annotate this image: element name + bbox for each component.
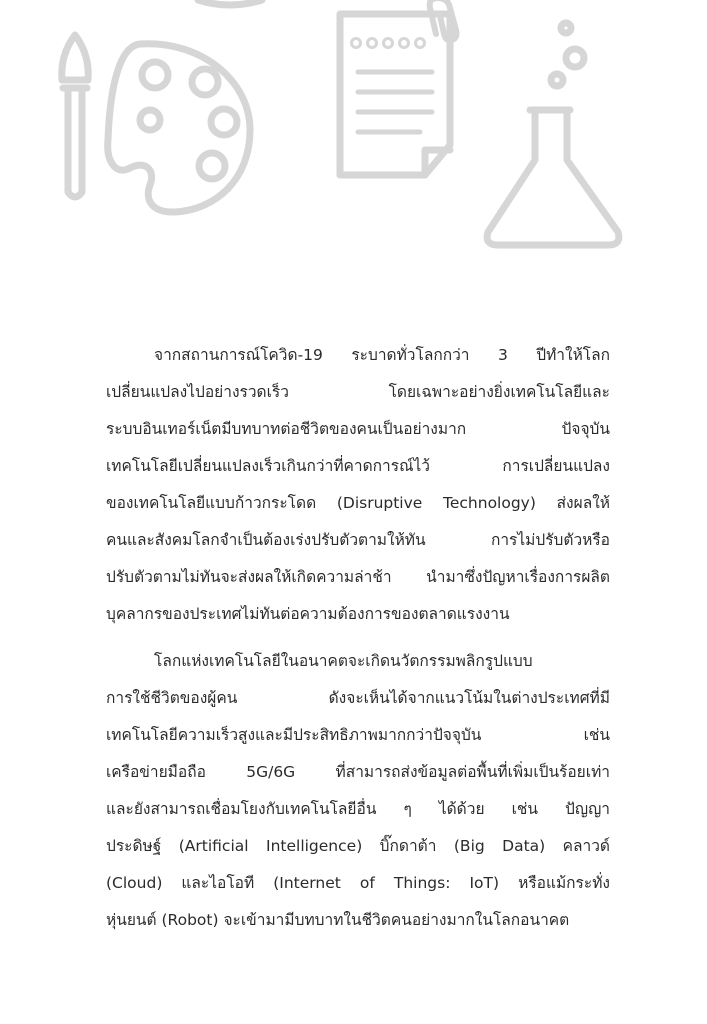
paintbrush-icon [62, 35, 88, 197]
notepad-icon [340, 14, 450, 175]
top-edge-fragment-icon [198, 0, 262, 5]
flask-icon [487, 110, 619, 245]
bubbles-icon [551, 23, 584, 86]
text-line: และยังสามารถเชื่อมโยงกับเทคโนโลยีอื่น ๆ ได้ด้วย เช่น ปัญญา [106, 800, 610, 818]
text-line: หุ่นยนต์ (Robot) จะเข้ามามีบทบาทในชีวิตคนอย่างมากในโลกอนาคต [106, 911, 570, 929]
text-line: โลกแห่งเทคโนโลยีในอนาคตจะเกิดนวัตกรรมพลิกรูปแบบ [154, 652, 533, 670]
text-line: ปรับตัวตามไม่ทันจะส่งผลให้เกิดความล่าช้า นำมาซึ่งปัญหาเรื่องการผลิต [106, 568, 610, 586]
text-line: เทคโนโลยีความเร็วสูงและมีประสิทธิภาพมากกว่าปัจจุบัน เช่น [106, 726, 610, 744]
text-line: การใช้ชีวิตของผู้คน ดังจะเห็นได้จากแนวโน้มในต่างประเทศที่มี [106, 689, 610, 707]
text-line: จากสถานการณ์โควิด-19 ระบาดทั่วโลกกว่า 3 ปีทำให้โลก [154, 346, 610, 364]
text-line: เปลี่ยนแปลงไปอย่างรวดเร็ว โดยเฉพาะอย่างยิ่งเทคโนโลยีและ [106, 383, 610, 401]
paragraph-future-technology [106, 643, 610, 939]
paragraph-covid-impact [106, 337, 610, 633]
text-line: ระบบอินเทอร์เน็ตมีบทบาทต่อชีวิตของคนเป็นอย่างมาก ปัจจุบัน [106, 420, 610, 438]
palette-icon [108, 44, 250, 212]
text-line: ประดิษฐ์ (Artificial Intelligence) บิ๊กดาต้า (Big Data) คลาวด์ [106, 837, 610, 855]
decorative-header-illustration [0, 0, 707, 260]
text-line: เครือข่ายมือถือ 5G/6G ที่สามารถส่งข้อมูลต่อพื้นที่เพิ่มเป็นร้อยเท่า [106, 763, 610, 781]
article-body [106, 337, 610, 949]
text-line: ของเทคโนโลยีแบบก้าวกระโดด (Disruptive Technology) ส่งผลให้ [106, 494, 610, 512]
text-line: เทคโนโลยีเปลี่ยนแปลงเร็วเกินกว่าที่คาดการณ์ไว้ การเปลี่ยนแปลง [106, 457, 610, 475]
text-line: (Cloud) และไอโอที (Internet of Things: IoT) หรือแม้กระทั่ง [106, 874, 610, 892]
text-line: บุคลากรของประเทศไม่ทันต่อความต้องการของตลาดแรงงาน [106, 605, 510, 623]
text-line: คนและสังคมโลกจำเป็นต้องเร่งปรับตัวตามให้ทัน การไม่ปรับตัวหรือ [106, 531, 610, 549]
